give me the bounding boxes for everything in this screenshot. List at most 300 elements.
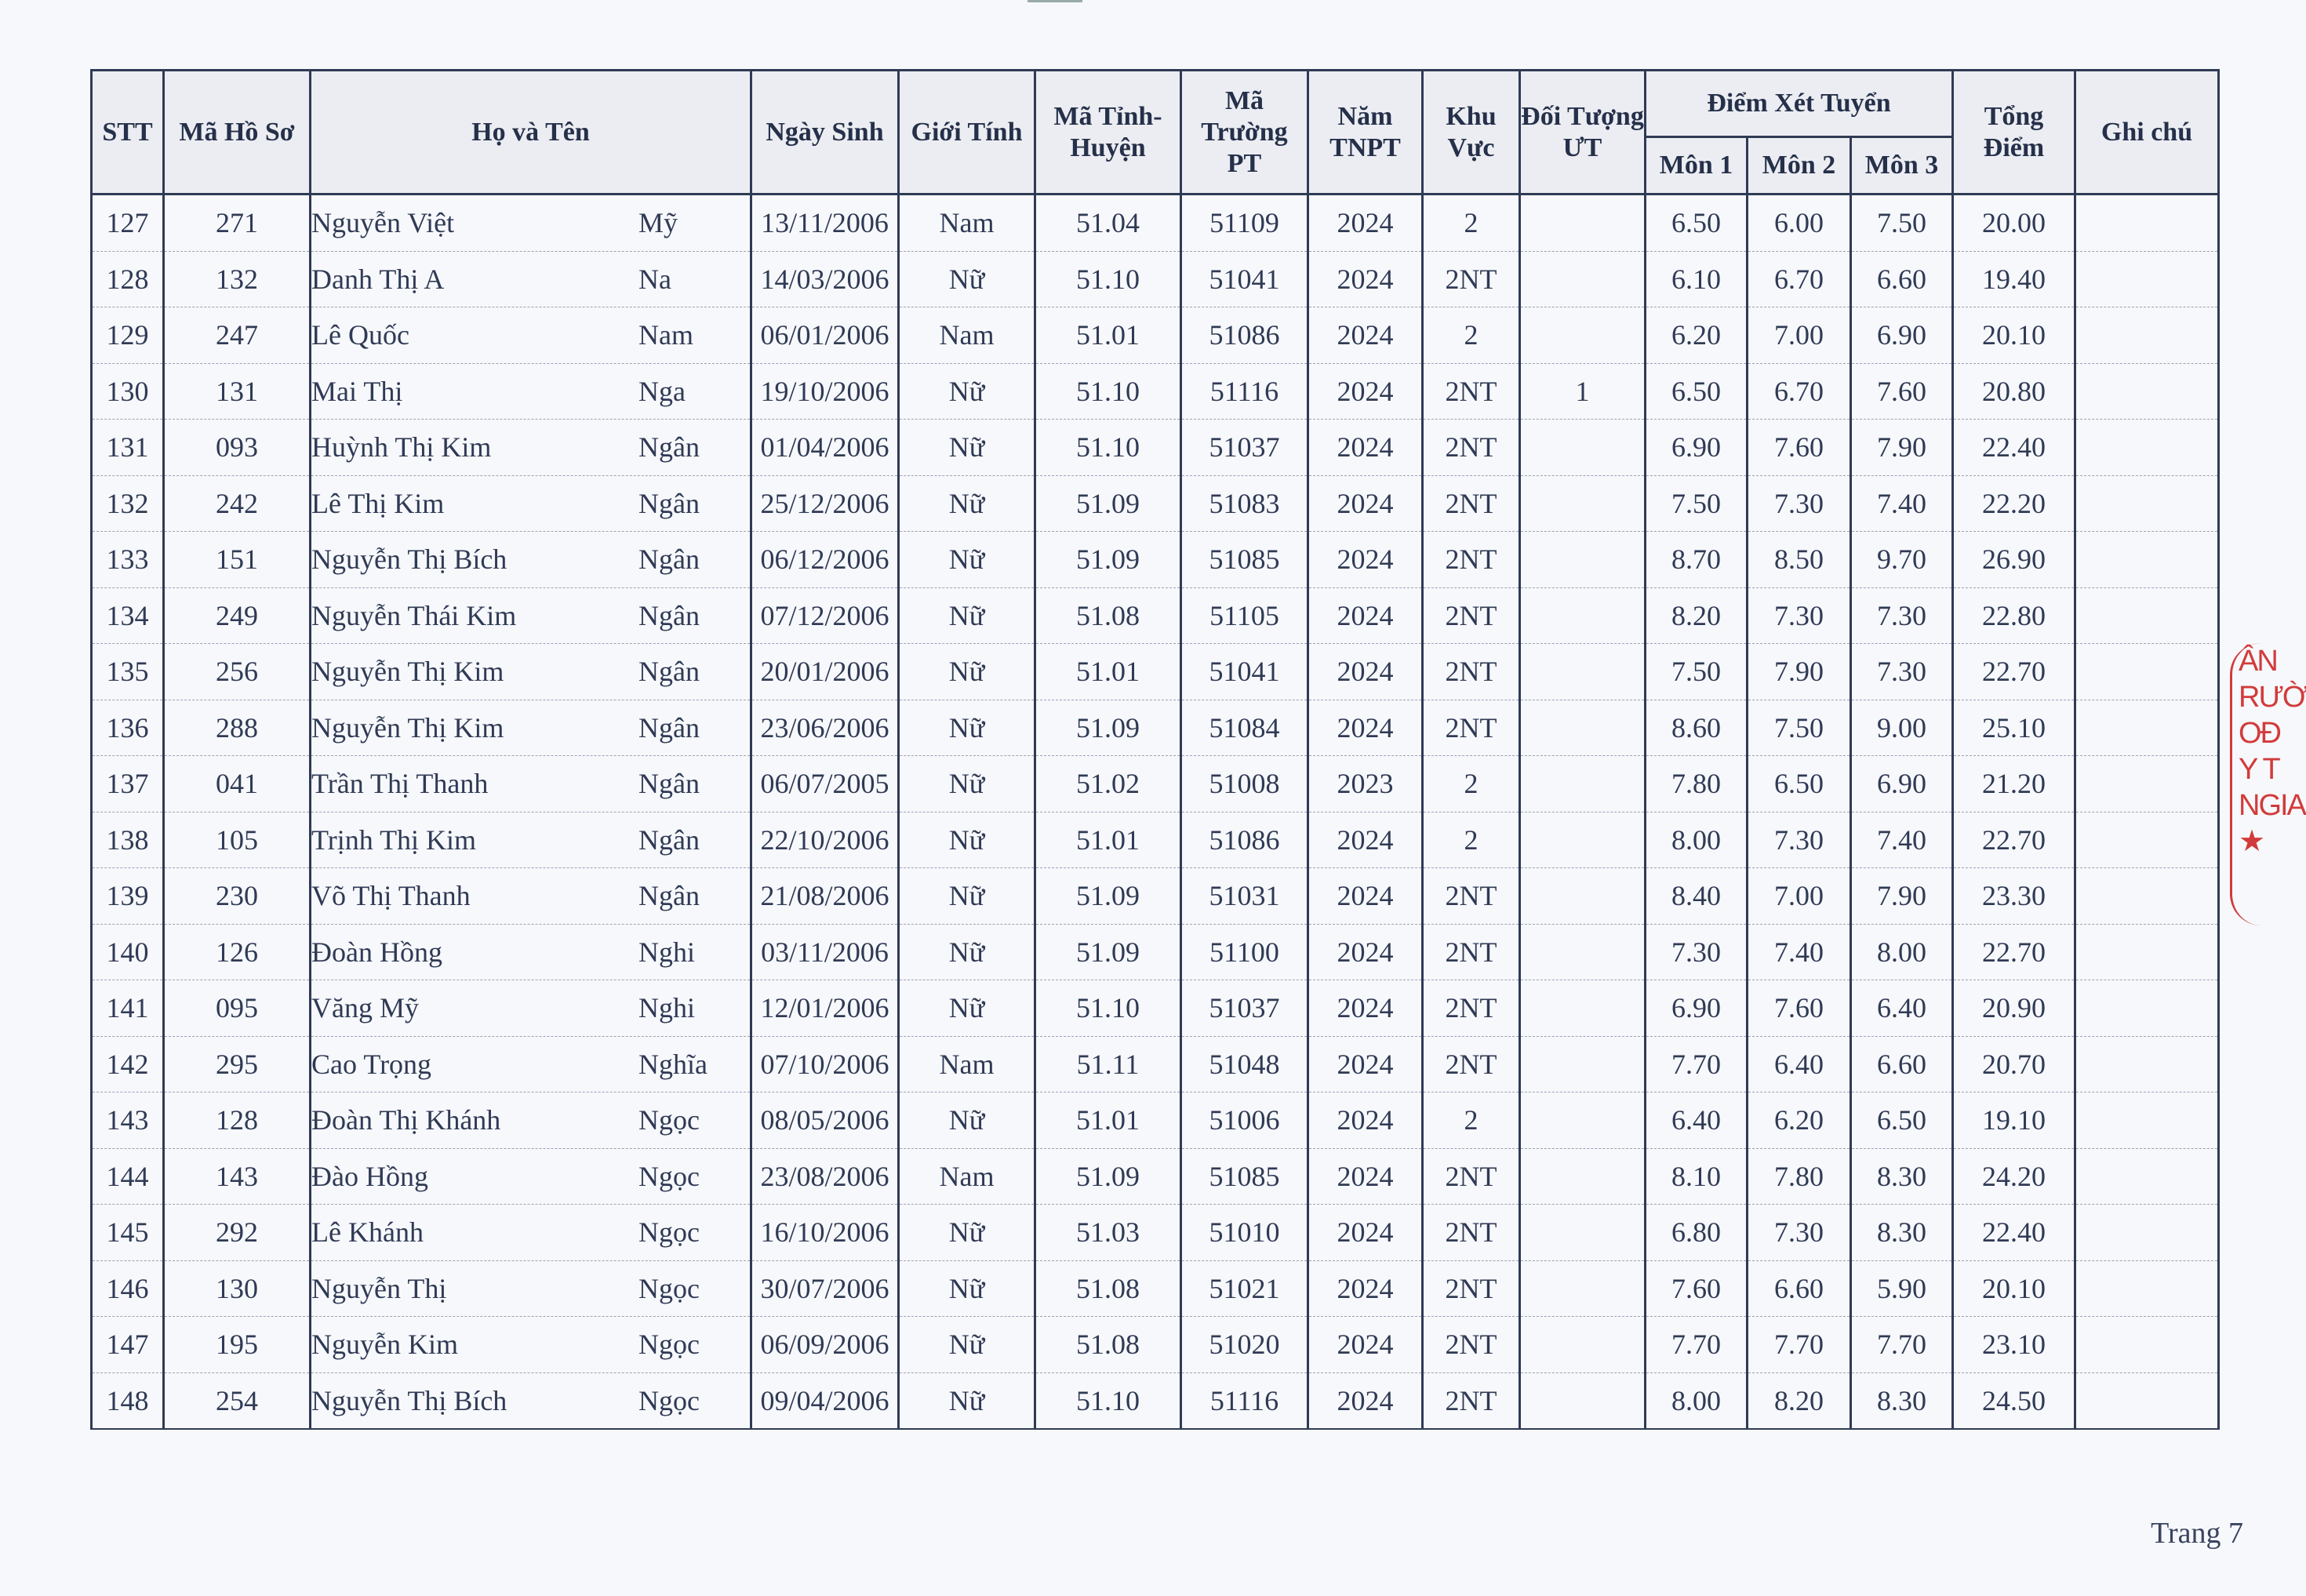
row-ho-va-ten [311, 420, 751, 476]
row-tong-diem: 19.40 [1953, 251, 2075, 307]
row-tong-diem: 20.80 [1953, 363, 2075, 420]
row-mon-3: 6.40 [1851, 980, 1953, 1037]
row-ngay-sinh: 08/05/2006 [751, 1092, 899, 1149]
row-nam-tnpt: 2023 [1308, 756, 1423, 813]
row-ho: Lê Khánh [311, 1216, 424, 1249]
row-mon-2: 6.70 [1748, 251, 1851, 307]
row-doi-tuong [1520, 1260, 1646, 1317]
row-gioi-tinh: Nữ [899, 420, 1035, 476]
row-gioi-tinh: Nữ [899, 700, 1035, 756]
row-ho-va-ten [311, 644, 751, 700]
row-ho: Cao Trọng [311, 1048, 432, 1080]
row-ma-ho-so: 249 [164, 587, 311, 644]
table-row [92, 307, 2219, 364]
row-ma-truong: 51041 [1181, 251, 1308, 307]
row-nam-tnpt: 2024 [1308, 1260, 1423, 1317]
row-tong-diem: 25.10 [1953, 700, 2075, 756]
row-doi-tuong [1520, 307, 1646, 364]
row-ten: Nghi [638, 992, 695, 1024]
row-ten: Ngọc [638, 1384, 700, 1416]
row-khu-vuc: 2NT [1423, 587, 1520, 644]
row-tong-diem: 20.90 [1953, 980, 2075, 1037]
row-ho: Đào Hồng [311, 1160, 428, 1192]
row-tong-diem: 20.70 [1953, 1036, 2075, 1092]
table-row [92, 756, 2219, 813]
row-nam-tnpt: 2024 [1308, 420, 1423, 476]
row-mon-2: 6.70 [1748, 363, 1851, 420]
row-mon-1: 6.90 [1646, 980, 1748, 1037]
row-nam-tnpt: 2024 [1308, 1205, 1423, 1261]
row-khu-vuc: 2NT [1423, 1148, 1520, 1205]
row-gioi-tinh: Nữ [899, 868, 1035, 925]
row-ma-truong: 51037 [1181, 980, 1308, 1037]
header-row [92, 71, 2219, 137]
row-tong-diem: 26.90 [1953, 532, 2075, 588]
row-ngay-sinh: 06/12/2006 [751, 532, 899, 588]
header-ma-ho-so: Mã Hồ Sơ [164, 71, 311, 195]
row-mon-2: 7.00 [1748, 868, 1851, 925]
row-ho: Nguyễn Thái Kim [311, 599, 517, 631]
table-row [92, 587, 2219, 644]
row-ma-ho-so: 143 [164, 1148, 311, 1205]
row-khu-vuc: 2NT [1423, 251, 1520, 307]
table-row [92, 980, 2219, 1037]
table-row [92, 1148, 2219, 1205]
row-gioi-tinh: Nữ [899, 1205, 1035, 1261]
row-doi-tuong [1520, 1092, 1646, 1149]
red-seal-fragment [2230, 643, 2306, 925]
row-ma-ho-so: 132 [164, 251, 311, 307]
row-mon-3: 6.90 [1851, 307, 1953, 364]
row-khu-vuc: 2NT [1423, 924, 1520, 980]
row-ho: Mai Thị [311, 375, 403, 407]
table-row [92, 1092, 2219, 1149]
row-doi-tuong [1520, 812, 1646, 868]
row-ten: Ngân [638, 487, 700, 519]
row-mon-1: 6.50 [1646, 363, 1748, 420]
row-ho-va-ten [311, 980, 751, 1037]
row-mon-3: 8.30 [1851, 1148, 1953, 1205]
row-mon-2: 7.40 [1748, 924, 1851, 980]
row-ghi-chu [2075, 812, 2219, 868]
seal-text-line: ÂN [2239, 645, 2277, 678]
row-stt: 132 [92, 475, 164, 532]
row-gioi-tinh: Nữ [899, 644, 1035, 700]
row-nam-tnpt: 2024 [1308, 644, 1423, 700]
row-ma-ho-so: 095 [164, 980, 311, 1037]
row-ho-va-ten [311, 812, 751, 868]
row-ma-tinh-huyen: 51.10 [1035, 980, 1181, 1037]
row-ghi-chu [2075, 1205, 2219, 1261]
row-mon-3: 6.60 [1851, 1036, 1953, 1092]
row-ho-va-ten [311, 532, 751, 588]
row-ma-tinh-huyen: 51.08 [1035, 1260, 1181, 1317]
table-row [92, 700, 2219, 756]
row-ngay-sinh: 01/04/2006 [751, 420, 899, 476]
row-doi-tuong [1520, 195, 1646, 252]
row-mon-2: 7.30 [1748, 812, 1851, 868]
row-ho: Danh Thị A [311, 263, 445, 295]
row-ma-tinh-huyen: 51.10 [1035, 1372, 1181, 1429]
table-row [92, 363, 2219, 420]
header-nam-tnpt: Năm TNPT [1308, 71, 1423, 195]
row-ten: Ngọc [638, 1160, 700, 1192]
row-ho-va-ten [311, 251, 751, 307]
header-khu-vuc: Khu Vực [1423, 71, 1520, 195]
row-ma-ho-so: 131 [164, 363, 311, 420]
row-mon-3: 7.60 [1851, 363, 1953, 420]
row-ho-va-ten [311, 868, 751, 925]
row-doi-tuong: 1 [1520, 363, 1646, 420]
row-ma-truong: 51031 [1181, 868, 1308, 925]
row-stt: 142 [92, 1036, 164, 1092]
seal-text-line: Y T [2239, 753, 2279, 786]
row-khu-vuc: 2 [1423, 1092, 1520, 1149]
row-ma-ho-so: 271 [164, 195, 311, 252]
row-mon-2: 7.00 [1748, 307, 1851, 364]
row-ngay-sinh: 09/04/2006 [751, 1372, 899, 1429]
row-ghi-chu [2075, 251, 2219, 307]
row-nam-tnpt: 2024 [1308, 532, 1423, 588]
row-ma-tinh-huyen: 51.08 [1035, 1317, 1181, 1373]
row-mon-3: 7.30 [1851, 644, 1953, 700]
row-ngay-sinh: 06/07/2005 [751, 756, 899, 813]
row-khu-vuc: 2NT [1423, 420, 1520, 476]
row-mon-1: 7.50 [1646, 644, 1748, 700]
table-row [92, 420, 2219, 476]
row-mon-2: 8.20 [1748, 1372, 1851, 1429]
row-ho-va-ten [311, 475, 751, 532]
row-mon-3: 6.60 [1851, 251, 1953, 307]
row-mon-2: 6.60 [1748, 1260, 1851, 1317]
row-ho-va-ten [311, 1148, 751, 1205]
row-ma-truong: 51116 [1181, 363, 1308, 420]
row-ma-ho-so: 195 [164, 1317, 311, 1373]
row-khu-vuc: 2NT [1423, 363, 1520, 420]
row-khu-vuc: 2NT [1423, 644, 1520, 700]
row-ngay-sinh: 20/01/2006 [751, 644, 899, 700]
row-tong-diem: 22.40 [1953, 1205, 2075, 1261]
row-mon-1: 6.10 [1646, 251, 1748, 307]
row-ma-tinh-huyen: 51.01 [1035, 644, 1181, 700]
table-row [92, 532, 2219, 588]
row-tong-diem: 22.80 [1953, 587, 2075, 644]
row-ghi-chu [2075, 420, 2219, 476]
row-mon-3: 7.40 [1851, 475, 1953, 532]
row-gioi-tinh: Nữ [899, 1317, 1035, 1373]
row-stt: 140 [92, 924, 164, 980]
row-nam-tnpt: 2024 [1308, 812, 1423, 868]
row-nam-tnpt: 2024 [1308, 587, 1423, 644]
row-ten: Ngân [638, 768, 700, 800]
row-ma-truong: 51086 [1181, 307, 1308, 364]
row-ma-ho-so: 041 [164, 756, 311, 813]
row-gioi-tinh: Nữ [899, 587, 1035, 644]
row-ho: Nguyễn Thị Kim [311, 656, 504, 688]
row-ho: Nguyễn Kim [311, 1329, 458, 1361]
row-mon-2: 7.30 [1748, 475, 1851, 532]
row-gioi-tinh: Nữ [899, 251, 1035, 307]
row-nam-tnpt: 2024 [1308, 1148, 1423, 1205]
row-ten: Ngân [638, 711, 700, 743]
row-doi-tuong [1520, 1148, 1646, 1205]
row-ngay-sinh: 21/08/2006 [751, 868, 899, 925]
row-mon-3: 6.90 [1851, 756, 1953, 813]
row-nam-tnpt: 2024 [1308, 475, 1423, 532]
row-doi-tuong [1520, 980, 1646, 1037]
scan-mark [1028, 0, 1082, 2]
row-ma-tinh-huyen: 51.01 [1035, 1092, 1181, 1149]
row-ma-tinh-huyen: 51.10 [1035, 251, 1181, 307]
row-gioi-tinh: Nữ [899, 1260, 1035, 1317]
row-doi-tuong [1520, 756, 1646, 813]
row-ten: Mỹ [638, 207, 678, 239]
table-row [92, 644, 2219, 700]
row-ma-tinh-huyen: 51.09 [1035, 532, 1181, 588]
row-mon-1: 7.80 [1646, 756, 1748, 813]
row-ten: Ngân [638, 544, 700, 576]
row-mon-1: 7.30 [1646, 924, 1748, 980]
row-ho-va-ten [311, 1317, 751, 1373]
row-khu-vuc: 2NT [1423, 475, 1520, 532]
row-khu-vuc: 2 [1423, 307, 1520, 364]
row-ghi-chu [2075, 1317, 2219, 1373]
row-tong-diem: 23.10 [1953, 1317, 2075, 1373]
row-mon-3: 9.00 [1851, 700, 1953, 756]
row-mon-2: 7.60 [1748, 420, 1851, 476]
row-mon-3: 6.50 [1851, 1092, 1953, 1149]
row-khu-vuc: 2 [1423, 756, 1520, 813]
row-doi-tuong [1520, 1205, 1646, 1261]
row-ghi-chu [2075, 1036, 2219, 1092]
row-ngay-sinh: 12/01/2006 [751, 980, 899, 1037]
row-stt: 143 [92, 1092, 164, 1149]
row-doi-tuong [1520, 532, 1646, 588]
row-ngay-sinh: 23/06/2006 [751, 700, 899, 756]
row-mon-1: 8.20 [1646, 587, 1748, 644]
row-mon-1: 8.00 [1646, 812, 1748, 868]
seal-text-line: NGIA [2239, 789, 2305, 822]
row-stt: 138 [92, 812, 164, 868]
row-stt: 139 [92, 868, 164, 925]
row-khu-vuc: 2NT [1423, 1205, 1520, 1261]
row-ngay-sinh: 07/10/2006 [751, 1036, 899, 1092]
row-mon-1: 6.80 [1646, 1205, 1748, 1261]
row-mon-3: 7.70 [1851, 1317, 1953, 1373]
table-row [92, 812, 2219, 868]
row-tong-diem: 22.40 [1953, 420, 2075, 476]
row-ngay-sinh: 07/12/2006 [751, 587, 899, 644]
row-gioi-tinh: Nữ [899, 812, 1035, 868]
row-khu-vuc: 2NT [1423, 980, 1520, 1037]
row-ma-truong: 51116 [1181, 1372, 1308, 1429]
row-ma-truong: 51021 [1181, 1260, 1308, 1317]
row-ma-ho-so: 093 [164, 420, 311, 476]
row-ma-truong: 51048 [1181, 1036, 1308, 1092]
row-khu-vuc: 2NT [1423, 1317, 1520, 1373]
row-doi-tuong [1520, 420, 1646, 476]
row-mon-2: 7.30 [1748, 587, 1851, 644]
row-stt: 127 [92, 195, 164, 252]
row-stt: 134 [92, 587, 164, 644]
row-mon-2: 7.60 [1748, 980, 1851, 1037]
row-tong-diem: 19.10 [1953, 1092, 2075, 1149]
row-doi-tuong [1520, 700, 1646, 756]
row-ma-truong: 51020 [1181, 1317, 1308, 1373]
row-stt: 133 [92, 532, 164, 588]
row-mon-2: 8.50 [1748, 532, 1851, 588]
row-nam-tnpt: 2024 [1308, 307, 1423, 364]
row-mon-1: 8.10 [1646, 1148, 1748, 1205]
row-ghi-chu [2075, 195, 2219, 252]
row-ma-ho-so: 126 [164, 924, 311, 980]
row-ma-truong: 51109 [1181, 195, 1308, 252]
row-tong-diem: 22.70 [1953, 644, 2075, 700]
row-tong-diem: 22.70 [1953, 812, 2075, 868]
row-ngay-sinh: 14/03/2006 [751, 251, 899, 307]
row-ho-va-ten [311, 700, 751, 756]
table-row [92, 195, 2219, 252]
row-gioi-tinh: Nữ [899, 756, 1035, 813]
row-mon-2: 6.40 [1748, 1036, 1851, 1092]
row-ma-truong: 51083 [1181, 475, 1308, 532]
row-stt: 144 [92, 1148, 164, 1205]
table-row [92, 1317, 2219, 1373]
row-tong-diem: 24.20 [1953, 1148, 2075, 1205]
table-row [92, 251, 2219, 307]
row-ma-tinh-huyen: 51.02 [1035, 756, 1181, 813]
row-ma-truong: 51086 [1181, 812, 1308, 868]
table-row [92, 1260, 2219, 1317]
row-stt: 147 [92, 1317, 164, 1373]
row-ma-truong: 51085 [1181, 1148, 1308, 1205]
row-ghi-chu [2075, 363, 2219, 420]
row-ho-va-ten [311, 924, 751, 980]
row-mon-1: 8.40 [1646, 868, 1748, 925]
header-ma-tinh-huyen: Mã Tỉnh-Huyện [1035, 71, 1181, 195]
row-ma-tinh-huyen: 51.11 [1035, 1036, 1181, 1092]
header-stt: STT [92, 71, 164, 195]
row-doi-tuong [1520, 1317, 1646, 1373]
row-ghi-chu [2075, 756, 2219, 813]
row-mon-3: 7.30 [1851, 587, 1953, 644]
row-doi-tuong [1520, 1372, 1646, 1429]
row-ma-tinh-huyen: 51.01 [1035, 812, 1181, 868]
row-ma-tinh-huyen: 51.09 [1035, 700, 1181, 756]
row-ho: Nguyễn Thị [311, 1272, 447, 1304]
row-ghi-chu [2075, 868, 2219, 925]
row-ma-truong: 51085 [1181, 532, 1308, 588]
row-mon-1: 7.50 [1646, 475, 1748, 532]
row-ngay-sinh: 13/11/2006 [751, 195, 899, 252]
row-ghi-chu [2075, 980, 2219, 1037]
row-ten: Nam [638, 319, 693, 351]
row-ma-truong: 51105 [1181, 587, 1308, 644]
row-ho-va-ten [311, 1036, 751, 1092]
row-nam-tnpt: 2024 [1308, 363, 1423, 420]
row-ten: Ngân [638, 823, 700, 856]
row-nam-tnpt: 2024 [1308, 868, 1423, 925]
row-mon-3: 8.30 [1851, 1372, 1953, 1429]
row-stt: 146 [92, 1260, 164, 1317]
row-nam-tnpt: 2024 [1308, 924, 1423, 980]
row-ho: Nguyễn Việt [311, 207, 455, 239]
row-ma-tinh-huyen: 51.04 [1035, 195, 1181, 252]
row-mon-1: 8.00 [1646, 1372, 1748, 1429]
row-ho: Lê Thị Kim [311, 487, 445, 519]
row-ma-truong: 51041 [1181, 644, 1308, 700]
row-tong-diem: 24.50 [1953, 1372, 2075, 1429]
row-ma-ho-so: 254 [164, 1372, 311, 1429]
row-ho-va-ten [311, 1092, 751, 1149]
row-ghi-chu [2075, 475, 2219, 532]
row-ho-va-ten [311, 363, 751, 420]
row-ho: Nguyễn Thị Bích [311, 544, 507, 576]
row-ten: Nghi [638, 936, 695, 968]
row-gioi-tinh: Nam [899, 195, 1035, 252]
row-mon-1: 6.50 [1646, 195, 1748, 252]
row-mon-3: 7.50 [1851, 195, 1953, 252]
row-ma-tinh-huyen: 51.10 [1035, 363, 1181, 420]
row-stt: 128 [92, 251, 164, 307]
row-ma-tinh-huyen: 51.01 [1035, 307, 1181, 364]
row-mon-1: 8.60 [1646, 700, 1748, 756]
row-ten: Ngọc [638, 1216, 700, 1249]
row-ngay-sinh: 23/08/2006 [751, 1148, 899, 1205]
row-gioi-tinh: Nam [899, 307, 1035, 364]
page-number: Trang 7 [2151, 1517, 2243, 1550]
row-stt: 136 [92, 700, 164, 756]
row-stt: 141 [92, 980, 164, 1037]
table-row [92, 1205, 2219, 1261]
row-mon-1: 6.90 [1646, 420, 1748, 476]
row-ma-truong: 51084 [1181, 700, 1308, 756]
row-tong-diem: 20.10 [1953, 1260, 2075, 1317]
row-ho: Trịnh Thị Kim [311, 823, 477, 856]
row-ghi-chu [2075, 1092, 2219, 1149]
row-ho: Huỳnh Thị Kim [311, 431, 492, 464]
row-tong-diem: 23.30 [1953, 868, 2075, 925]
row-stt: 129 [92, 307, 164, 364]
row-khu-vuc: 2NT [1423, 868, 1520, 925]
row-ma-ho-so: 130 [164, 1260, 311, 1317]
row-ma-tinh-huyen: 51.08 [1035, 587, 1181, 644]
row-mon-2: 6.00 [1748, 195, 1851, 252]
row-ghi-chu [2075, 1372, 2219, 1429]
header-ho-va-ten: Họ và Tên [311, 71, 751, 195]
row-nam-tnpt: 2024 [1308, 1317, 1423, 1373]
row-gioi-tinh: Nữ [899, 532, 1035, 588]
header-diem-xet-tuyen: Điểm Xét Tuyển [1646, 71, 1953, 137]
row-ma-ho-so: 292 [164, 1205, 311, 1261]
row-stt: 145 [92, 1205, 164, 1261]
seal-text-line: ★ [2239, 825, 2264, 858]
row-ho: Nguyễn Thị Kim [311, 711, 504, 743]
row-ma-tinh-huyen: 51.03 [1035, 1205, 1181, 1261]
row-ten: Nga [638, 375, 686, 407]
row-doi-tuong [1520, 251, 1646, 307]
row-doi-tuong [1520, 868, 1646, 925]
row-mon-3: 7.90 [1851, 868, 1953, 925]
row-mon-2: 7.70 [1748, 1317, 1851, 1373]
row-mon-2: 7.90 [1748, 644, 1851, 700]
row-ghi-chu [2075, 924, 2219, 980]
row-ghi-chu [2075, 307, 2219, 364]
table-row [92, 924, 2219, 980]
row-ho-va-ten [311, 195, 751, 252]
header-mon-3: Môn 3 [1851, 137, 1953, 195]
row-ngay-sinh: 06/09/2006 [751, 1317, 899, 1373]
